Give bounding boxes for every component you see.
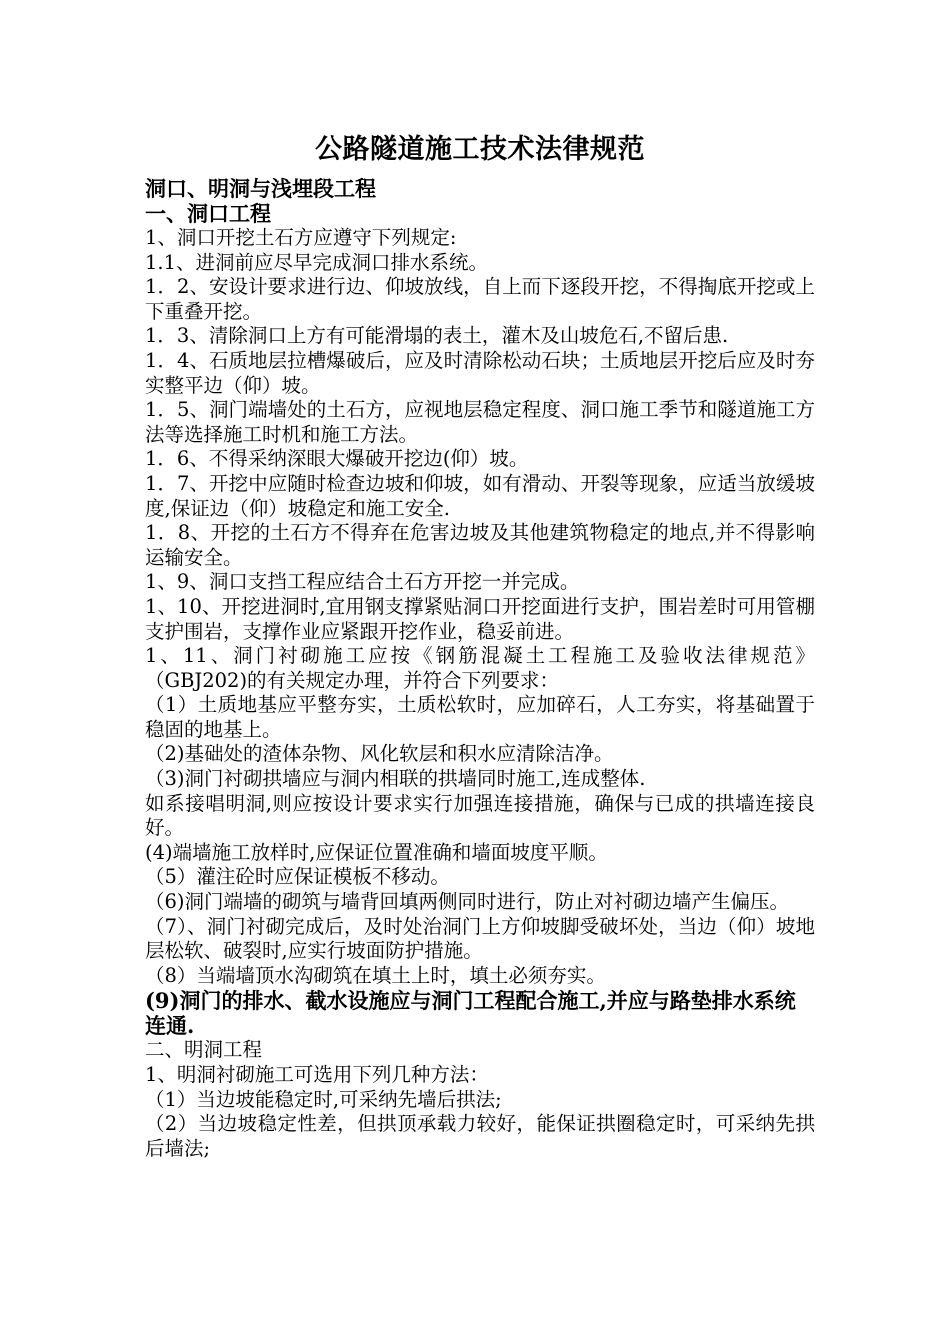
paragraph: 1．3、清除洞口上方有可能滑塌的表土，灌木及山坡危石,不留后患.	[145, 324, 729, 348]
paragraph: （3)洞门衬砌拱墙应与洞内相联的拱墙同时施工,连成整体.	[145, 767, 646, 791]
paragraph: 1．6、不得采纳深眼大爆破开挖边(仰）坡。	[145, 447, 529, 471]
paragraph: 1、9、洞口支挡工程应结合土石方开挖一并完成。	[145, 570, 580, 594]
section-heading: (9)洞门的排水、截水设施应与洞门工程配合施工,并应与路垫排水系统连通.	[145, 988, 796, 1039]
paragraph: 1．5、洞门端墙处的土石方，应视地层稳定程度、洞口施工季节和隧道施工方法等选择施工时机和施工方法。	[145, 398, 815, 446]
paragraph: (4)端墙施工放样时,应保证位置准确和墙面坡度平顺。	[145, 840, 608, 864]
paragraph: 1．4、石质地层拉槽爆破后，应及时清除松动石块；土质地层开挖后应及时夯实整平边（仰）坡。	[145, 348, 815, 397]
paragraph: （1）当边坡能稳定时,可采纳先墙后拱法;	[145, 1087, 502, 1111]
paragraph: 1、明洞衬砌施工可选用下列几种方法：	[145, 1063, 489, 1086]
paragraph: 1．2、安设计要求进行边、仰坡放线，自上而下逐段开挖，不得掏底开挖或上下重叠开挖。	[145, 275, 815, 323]
paragraph: 1、洞口开挖土石方应遵守下列规定:	[145, 226, 457, 249]
paragraph: 1、11、洞门衬砌施工应按《钢筋混凝土工程施工及验收法律规范》（GBJ202)的有关规定办理，并符合下列要求：	[145, 644, 815, 692]
paragraph: （2）当边坡稳定性差，但拱顶承载力较好，能保证拱圈稳定时，可采纳先拱后墙法;	[145, 1112, 815, 1160]
paragraph: （7）、洞门衬砌完成后，及时处治洞门上方仰坡脚受破坏处，当边（仰）坡地层松软、破裂时,应实行坡面防护措施。	[145, 914, 815, 963]
paragraph: 1.1、进洞前应尽早完成洞口排水系统。	[145, 250, 489, 274]
paragraph: （6)洞门端墙的砌筑与墙背回填两侧同时进行，防止对衬砌边墙产生偏压。	[145, 890, 790, 914]
paragraph: （2)基础处的渣体杂物、风化软层和积水应清除洁净。	[145, 742, 614, 766]
paragraph: 如系接唱明洞,则应按设计要求实行加强连接措施，确保与已成的拱墙连接良好。	[145, 791, 815, 840]
section-heading: 一、洞口工程	[145, 201, 271, 226]
paragraph: 二、明洞工程	[145, 1038, 263, 1062]
paragraph: （8）当端墙顶水沟砌筑在填土上时，填土必须夯实。	[145, 963, 606, 987]
section-heading: 洞口、明洞与浅埋段工程	[145, 176, 376, 201]
paragraph: （1）土质地基应平整夯实，土质松软时，应加碎石，人工夯实，将基础置于稳固的地基上。	[145, 693, 815, 741]
document-page	[145, 128, 815, 1161]
paragraph: 1．8、开挖的土石方不得弃在危害边坡及其他建筑物稳定的地点,并不得影响运输安全。	[145, 521, 815, 569]
document-title: 公路隧道施工技术法律规范	[315, 134, 645, 165]
paragraph: 1．7、开挖中应随时检查边坡和仰坡，如有滑动、开裂等现象，应适当放缓坡度,保证边（仰）坡稳定和施工安全.	[145, 471, 815, 520]
paragraph: 1、10、开挖进洞时,宜用钢支撑紧贴洞口开挖面进行支护，围岩差时可用管棚支护围岩，支撑作业应紧跟开挖作业，稳妥前进。	[145, 594, 815, 643]
document-body	[145, 176, 815, 1161]
paragraph: （5）灌注砼时应保证模板不移动。	[145, 865, 450, 889]
